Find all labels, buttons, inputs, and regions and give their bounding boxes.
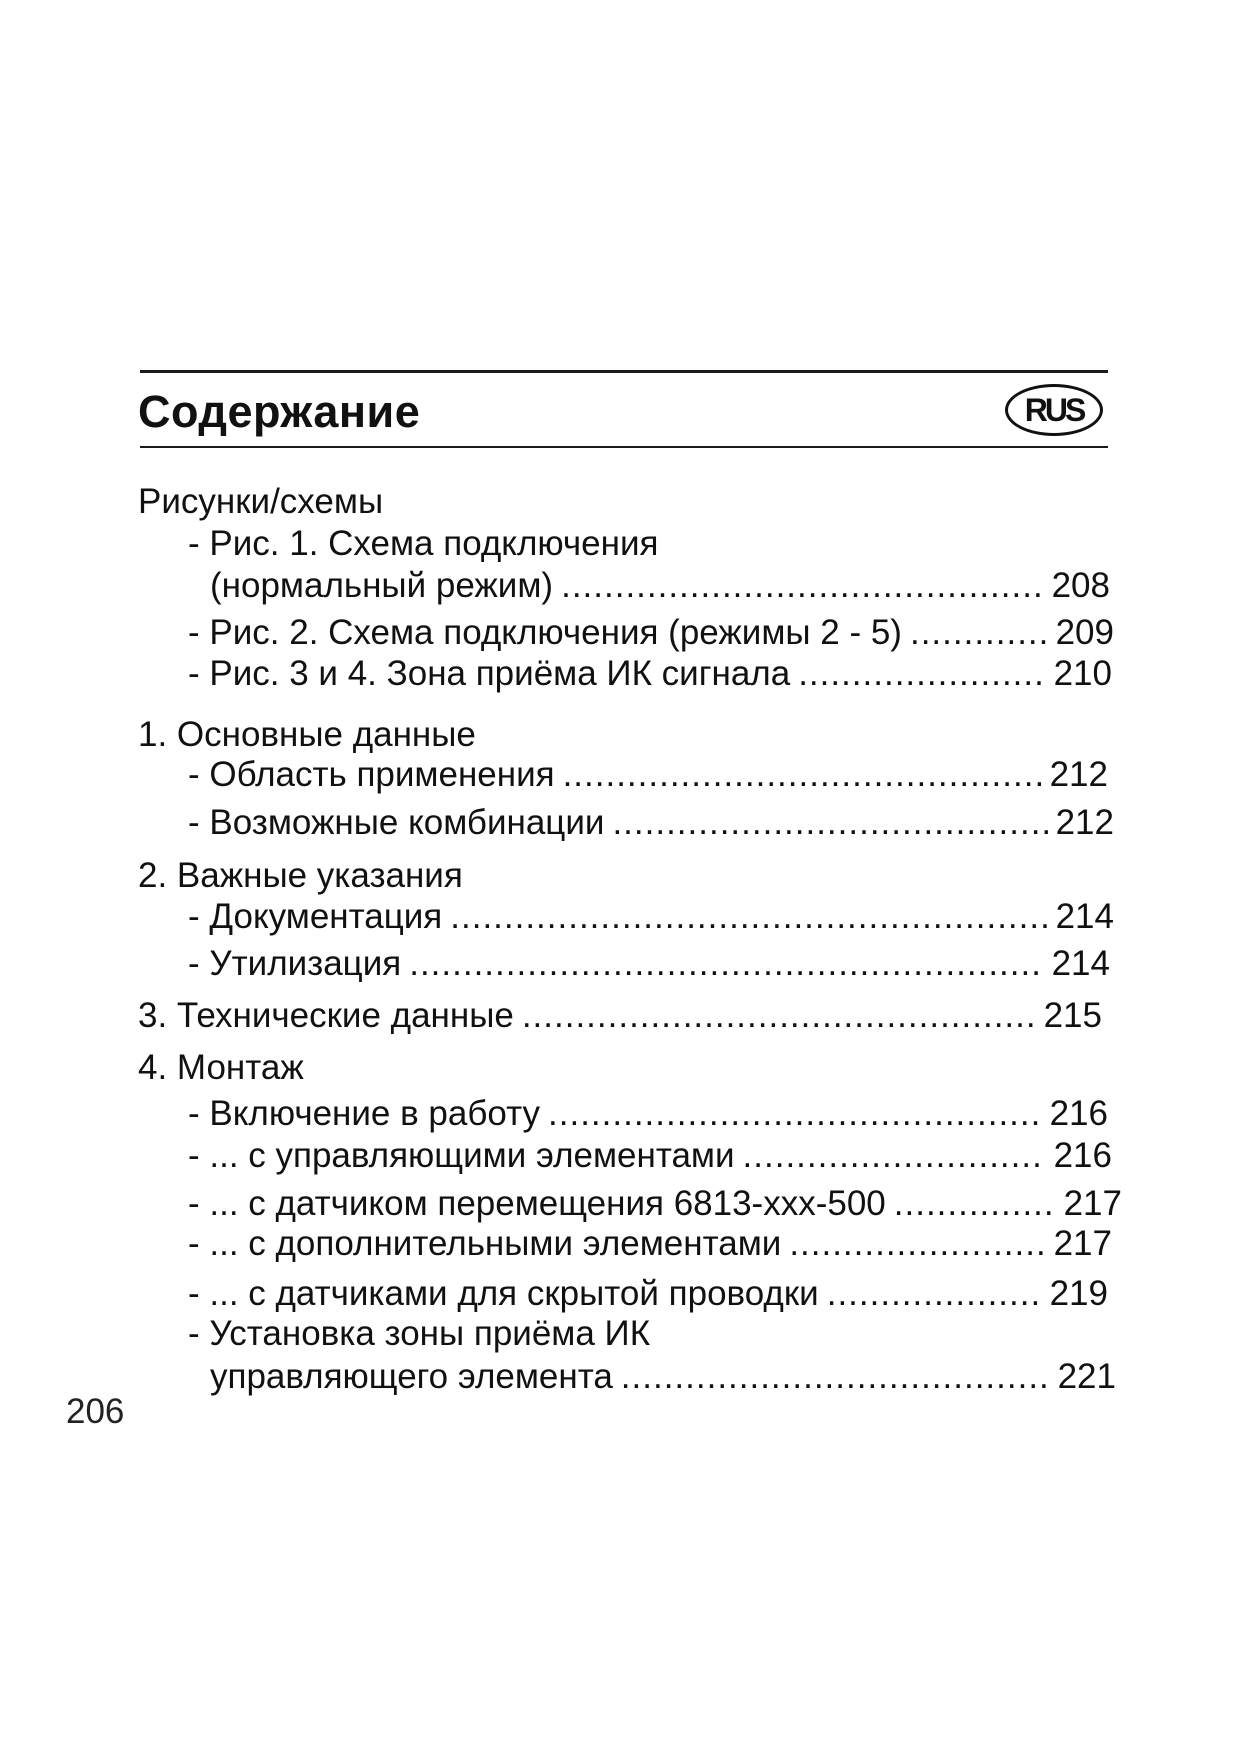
toc-entry-s2-b[interactable]: - Утилизация ..... 214 xyxy=(188,942,1110,986)
dot-leader xyxy=(612,801,1047,845)
dot-leader xyxy=(621,1355,1050,1399)
toc-page-number: 212 xyxy=(1049,755,1108,794)
toc-heading-section-3[interactable]: 3. Технические данные ..... 215 xyxy=(138,994,1102,1038)
toc-entry-s1-a[interactable]: - Область применения ..... 212 xyxy=(188,753,1108,797)
dot-leader xyxy=(789,1222,1045,1266)
dot-leader xyxy=(827,1272,1042,1316)
toc-page-number: 212 xyxy=(1055,803,1114,842)
toc-page-number: 216 xyxy=(1053,1136,1112,1175)
toc-entry-s4-b[interactable]: - ... с управляющими элементами ..... 216 xyxy=(188,1134,1112,1178)
dot-leader xyxy=(450,895,1047,939)
page-number: 206 xyxy=(66,1392,125,1431)
dot-leader xyxy=(563,753,1042,797)
toc-page-number: 210 xyxy=(1053,654,1112,693)
toc-heading-section-1[interactable]: 1. Основные данные xyxy=(138,715,476,754)
dot-leader xyxy=(522,994,1036,1038)
toc-page-number: 214 xyxy=(1051,944,1110,983)
toc-entry-fig1-cont[interactable]: (нормальный режим) ..... 208 xyxy=(210,564,1110,608)
toc-entry-fig1[interactable]: - Рис. 1. Схема подключения xyxy=(188,524,659,563)
dot-leader xyxy=(409,942,1043,986)
toc-page-number: 209 xyxy=(1055,613,1114,652)
toc-entry-s4-c[interactable]: - ... с датчиком перемещения 6813-xxx-500 ..... 217 xyxy=(188,1182,1122,1226)
dot-leader xyxy=(548,1092,1042,1136)
toc-heading-section-2[interactable]: 2. Важные указания xyxy=(138,856,463,895)
dot-leader xyxy=(910,611,1048,655)
dot-leader xyxy=(798,652,1045,696)
toc-entry-fig3[interactable]: - Рис. 3 и 4. Зона приёма ИК сигнала ..... 210 xyxy=(188,652,1112,696)
toc-page-number: 208 xyxy=(1051,566,1110,605)
toc-entry-s1-b[interactable]: - Возможные комбинации ..... 212 xyxy=(188,801,1114,845)
toc-entry-s2-a[interactable]: - Документация ..... 214 xyxy=(188,895,1114,939)
toc-page-number: 217 xyxy=(1053,1224,1112,1263)
toc-page-number: 217 xyxy=(1063,1184,1122,1223)
dot-leader xyxy=(561,564,1044,608)
toc-page-number: 214 xyxy=(1055,897,1114,936)
toc-page-number: 216 xyxy=(1049,1094,1108,1133)
language-badge: RUS xyxy=(1005,384,1103,436)
page-title: Содержание xyxy=(138,386,421,437)
toc-entry-s4-a[interactable]: - Включение в работу ..... 216 xyxy=(188,1092,1108,1136)
toc-heading-figures: Рисунки/схемы xyxy=(138,482,384,521)
dot-leader xyxy=(743,1134,1046,1178)
toc-page-number: 215 xyxy=(1043,996,1102,1035)
toc-heading-section-4[interactable]: 4. Монтаж xyxy=(138,1048,304,1087)
dot-leader xyxy=(894,1182,1056,1226)
toc-entry-fig2[interactable]: - Рис. 2. Схема подключения (режимы 2 - 5) ..... 209 xyxy=(188,611,1114,655)
toc-entry-s4-f[interactable]: - Установка зоны приёма ИК xyxy=(188,1314,651,1353)
toc-entry-s4-d[interactable]: - ... с дополнительными элементами ..... 217 xyxy=(188,1222,1112,1266)
toc-page-number: 221 xyxy=(1057,1357,1116,1396)
toc-page-number: 219 xyxy=(1049,1274,1108,1313)
toc-entry-s4-f-cont[interactable]: управляющего элемента ..... 221 xyxy=(210,1355,1116,1399)
toc-entry-s4-e[interactable]: - ... с датчиками для скрытой проводки ..... 219 xyxy=(188,1272,1108,1316)
